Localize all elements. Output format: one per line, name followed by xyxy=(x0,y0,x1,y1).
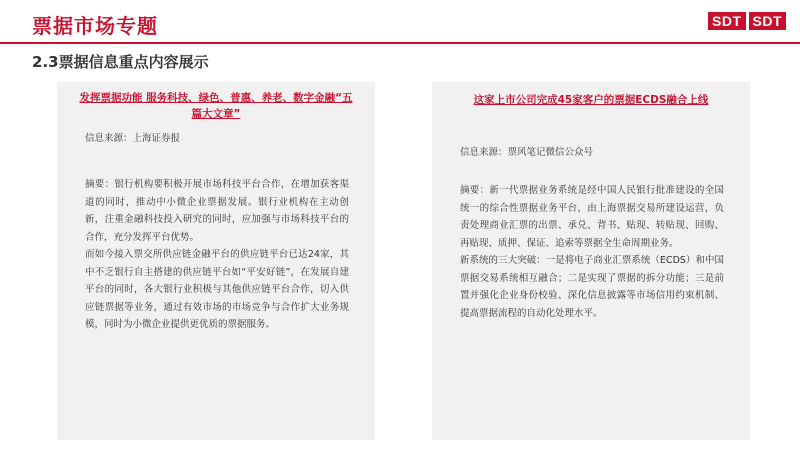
logo-text-2: SDT xyxy=(749,12,787,30)
card-paragraph: 而如今接入票交所供应链金融平台的供应链平台已达24家，其中不乏银行自主搭建的供应链平台如“平安好链”，在发展自建平台的同时，各大银行业积极与其他供应链平台合作，切入供应链票据等业务，通过有效市场的市场竞争与合作扩大业务规模，同时为小微企业提供更优质的票据服务。 xyxy=(85,249,349,330)
card-body xyxy=(432,160,750,322)
section-title: 2.3票据信息重点内容展示 xyxy=(32,53,209,71)
card-source: 信息来源：票风笔记微信公众号 xyxy=(460,147,594,158)
card-paragraph: 新系统的三大突破：一是将电子商业汇票系统（ECDS）和中国票据交易系统相互融合；二是实现了票据的拆分功能；三是前置并强化企业身份校验、深化信息披露等市场信用约束机制、提高票据流程的自动化处理水平。 xyxy=(460,255,724,319)
card-headline-link[interactable]: 发挥票据功能 服务科技、绿色、普惠、养老、数字金融“五篇大文章” xyxy=(79,92,353,120)
news-card-left xyxy=(57,82,375,440)
sdt-logo xyxy=(708,12,786,30)
card-body xyxy=(57,146,375,334)
card-headline-link[interactable]: 这家上市公司完成45家客户的票据ECDS融合上线 xyxy=(473,94,709,106)
card-paragraph: 摘要：银行机构要积极开展市场科技平台合作，在增加获客渠道的同时，推动中小微企业票据发展。银行业机构在主动创新，注重金融科技投入研究的同时，应加强与市场科技平台的合作，充分发挥平台优势。 xyxy=(85,179,349,243)
logo-text-1: SDT xyxy=(708,12,746,30)
card-paragraph: 摘要：新一代票据业务系统是经中国人民银行批准建设的全国统一的综合性票据业务平台，由上海票据交易所建设运营，负责处理商业汇票的出票、承兑、背书、贴现、转贴现、回购、再贴现、质押、保证、追索等票据全生命周期业务。 xyxy=(460,185,724,249)
title-divider xyxy=(0,42,800,44)
news-card-right xyxy=(432,82,750,440)
page-title: 票据市场专题 xyxy=(32,14,158,38)
card-source: 信息来源：上海证券报 xyxy=(85,133,181,144)
